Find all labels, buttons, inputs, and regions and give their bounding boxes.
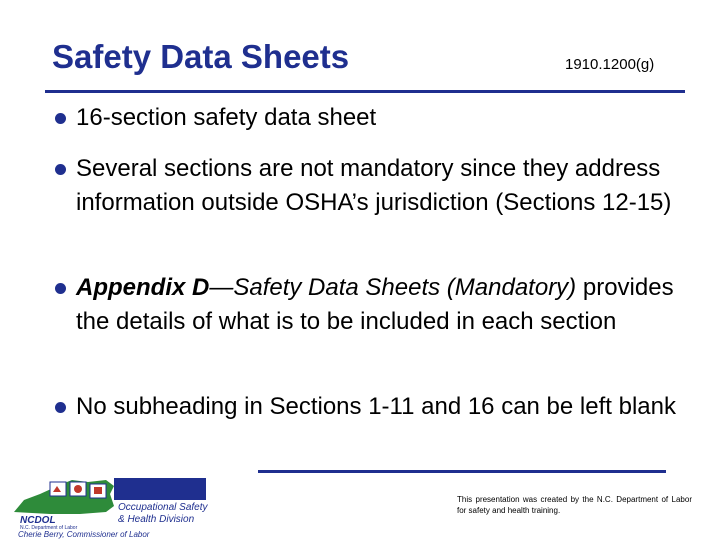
appendix-d-title: —Safety Data Sheets (Mandatory) (209, 274, 577, 301)
bullet-icon (55, 283, 66, 294)
logo-commissioner: Cherie Berry, Commissioner of Labor (18, 530, 150, 539)
logo-org-name: NCDOL (20, 515, 56, 526)
bullet-icon (55, 402, 66, 413)
bullet-icon (55, 164, 66, 175)
regulation-reference: 1910.1200(g) (565, 56, 655, 73)
bullet-icon (55, 113, 66, 124)
bullet-item-2: Several sections are not mandatory since they address information outside OSHA’s jurisdiction (Sections 12-15) (76, 155, 672, 216)
page-title: Safety Data Sheets (52, 38, 350, 75)
footer-credit: This presentation was created by the N.C. Department of Labor for safety and health training. (457, 495, 692, 515)
logo-org-subtitle: N.C. Department of Labor (20, 525, 78, 531)
bullet-item-1: 16-section safety data sheet (76, 104, 377, 131)
logo-division-line-2: & Health Division (118, 514, 195, 525)
appendix-d-description: provides the details of what is to be included in each section (76, 274, 674, 335)
footer-divider (258, 470, 666, 473)
bullet-item-3 (76, 271, 676, 339)
ncdol-logo (10, 472, 210, 538)
appendix-d-label: Appendix D (76, 274, 210, 301)
title-divider (45, 90, 685, 93)
logo-division-line-1: Occupational Safety (118, 502, 208, 513)
bullet-item-4: No subheading in Sections 1-11 and 16 can be left blank (76, 393, 676, 420)
